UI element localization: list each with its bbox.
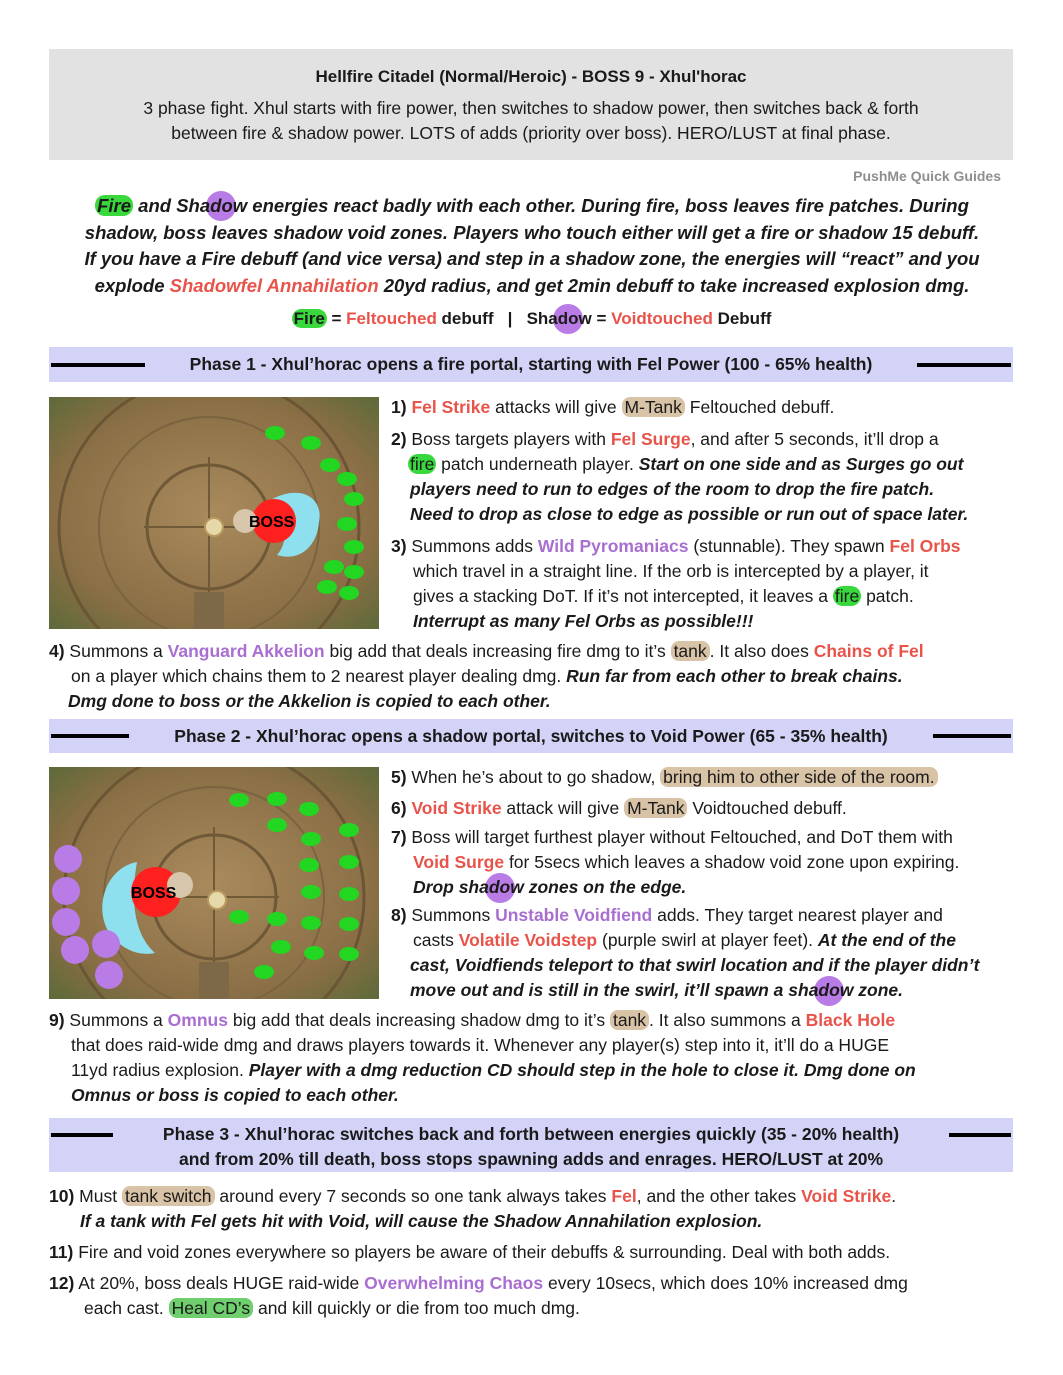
shadow-highlight: do — [210, 193, 233, 220]
step-1: 1) Fel Strike attacks will give M-Tank Feltouched debuff. — [391, 397, 835, 417]
guide-summary: 3 phase fight. Xhul starts with fire power, then switches to shadow power, then switches back & forth between fire & shadow power. LOTS of adds (priority over boss). HERO/LUST at final phase. — [143, 98, 919, 143]
phase-1-map — [49, 397, 379, 629]
shadowfel-annihilation: Shadowfel Annahilation — [169, 274, 379, 296]
step-11: 11) Fire and void zones everywhere so players be aware of their debuffs & surrounding. Deal with both adds. — [49, 1242, 891, 1262]
step-4: 4) Summons a Vanguard Akkelion big add that deals increasing fire dmg to it’s tank . It also does Chains of Fel on a player which chains them to 2 nearest player dealing dmg. Run far from each other to break chains. Dmg done to boss or the Akkelion is copied to each other. — [49, 641, 924, 711]
step-5: 5) When he’s about to go shadow, bring him to other side of the room. — [391, 765, 938, 790]
step-8: 8) Summons Unstable Voidfiend adds. They target nearest player and casts Volatile Voidstep (purple swirl at player feet). At the end of the cast, Voidfiends teleport to that swirl location and if the player didn’t move out and is still in the swirl, it’ll spawn a shadow zone. — [391, 903, 979, 1003]
fire-highlight: Fire — [97, 195, 132, 216]
debuff-legend: Fire = Feltouched debuff | Shadow = Voidtouched Debuff — [293, 309, 772, 328]
phase-3-header: Phase 3 - Xhul’horac switches back and forth between energies quickly (35 - 20% health) and from 20% till death, boss stops spawning adds and enrages. HERO/LUST at 20% — [49, 1118, 1013, 1172]
step-9: 9) Summons a Omnus big add that deals increasing shadow dmg to it’s tank . It also summons a Black Hole that does raid-wide dmg and draws players towards it. Whenever any player(s) step into it, it’ll do a HUGE 11yd radius explosion. Player with a dmg reduction CD should step in the hole to close it. Dmg done on Omnus or boss is copied to each other. — [49, 1010, 916, 1105]
step-7: 7) Boss will target furthest player without Feltouched, and DoT them with Void Surge for 5secs which leaves a shadow void zone upon expiring. Drop shadow zones on the edge. — [391, 825, 959, 900]
step-10: 10) Must tank switch around every 7 seconds so one tank always takes Fel, and the other takes Void Strike. If a tank with Fel gets hit with Void, will cause the Shadow Annahilation explosion. — [49, 1186, 897, 1231]
guide-header — [49, 49, 1013, 160]
boss-label: BOSS — [131, 885, 177, 902]
phase-2-map — [49, 767, 379, 999]
guide-title: Hellfire Citadel (Normal/Heroic) - BOSS 9 - Xhul'horac — [315, 67, 747, 86]
step-6: 6) Void Strike attack will give M-Tank Voidtouched debuff. — [391, 798, 847, 818]
step-12: 12) At 20%, boss deals HUGE raid-wide Overwhelming Chaos every 10secs, which does 10% increased dmg each cast. Heal CD’s and kill quickly or die from too much dmg. — [49, 1273, 908, 1318]
step-2: 2) Boss targets players with Fel Surge, and after 5 seconds, it’ll drop a fire patch underneath player. Start on one side and as Surges go out players need to run to edges of the room to drop the fire patch. Need to drop as close to edge as possible or run out of space later. — [391, 429, 969, 524]
step-3: 3) Summons adds Wild Pyromaniacs (stunnable). They spawn Fel Orbs which travel in a straight line. If the orb is intercepted by a player, it gives a stacking DoT. If it’s not intercepted, it leaves a fire patch. Interrupt as many Fel Orbs as possible!!! — [391, 536, 961, 631]
bar-line-left — [51, 363, 145, 367]
phase-1-header: Phase 1 - Xhul’horac opens a fire portal, starting with Fel Power (100 - 65% health) — [49, 347, 1013, 382]
credit-label: PushMe Quick Guides — [853, 168, 1001, 184]
bar-line-right — [917, 363, 1011, 367]
phase-2-header: Phase 2 - Xhul’horac opens a shadow portal, switches to Void Power (65 - 35% health) — [49, 719, 1013, 753]
boss-label: BOSS — [249, 514, 295, 531]
intro-paragraph: Fire and Shadow energies react badly with each other. During fire, boss leaves fire patches. During shadow, boss leaves shadow void zones. Players who touch either will get a fire or shadow 15 debuff. If you have a Fire debuff (and vice versa) and step in a shadow zone, the energies will “react” and you explode Shadowfel Annahilation 20yd radius, and get 2min debuff to take increased explosion dmg. — [84, 195, 980, 296]
